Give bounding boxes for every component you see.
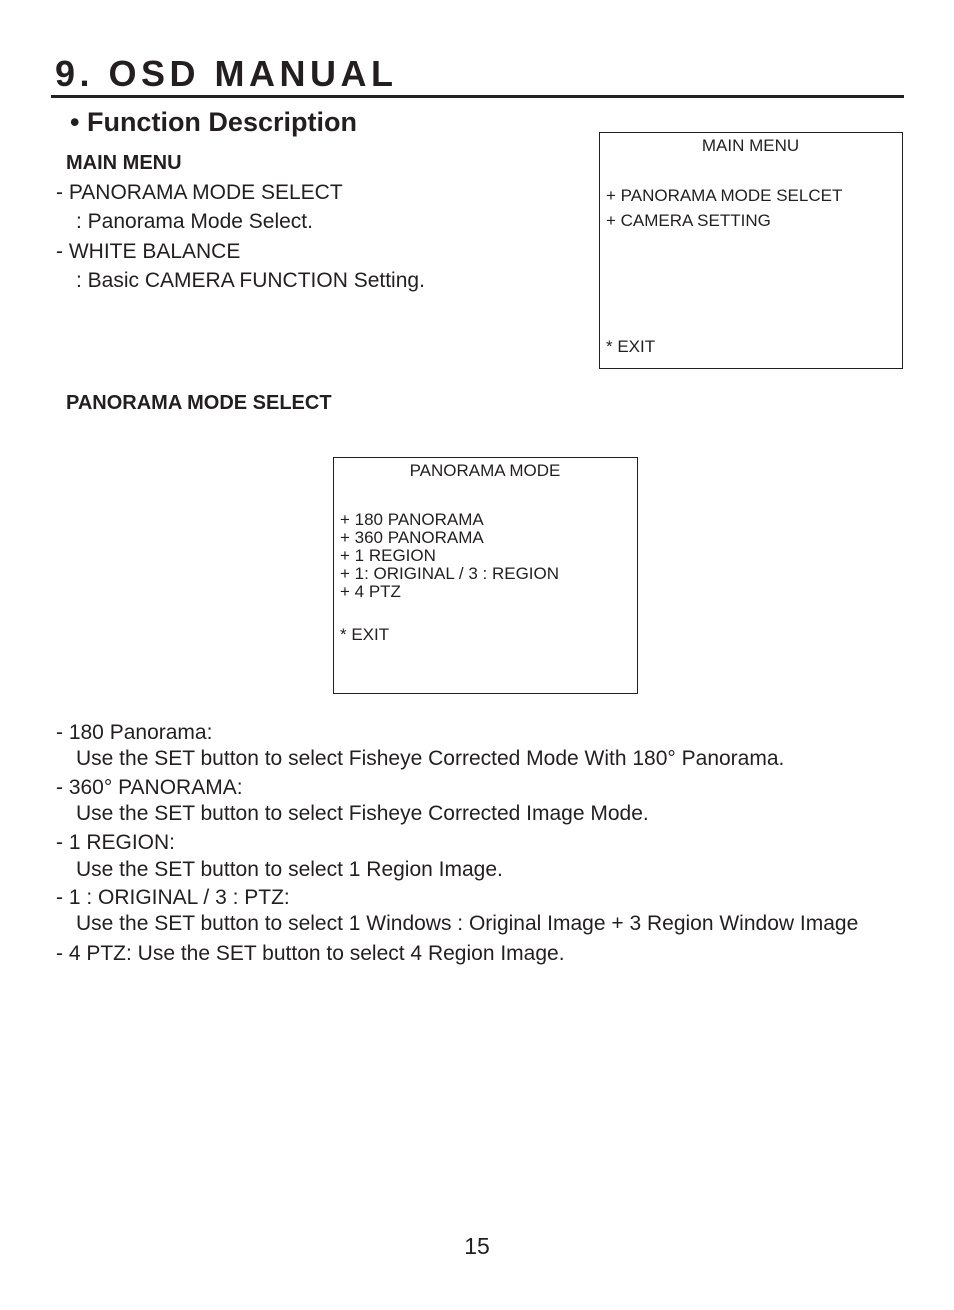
- main-menu-line: : Panorama Mode Select.: [76, 210, 313, 233]
- osd-menu-item: + 180 PANORAMA: [340, 510, 484, 529]
- description-line: Use the SET button to select Fisheye Corrected Mode With 180° Panorama.: [76, 747, 785, 770]
- osd-menu-item: + 4 PTZ: [340, 582, 401, 601]
- description-line: - 180 Panorama:: [56, 721, 213, 744]
- main-menu-line: - WHITE BALANCE: [56, 240, 241, 263]
- description-line: - 4 PTZ: Use the SET button to select 4 Region Image.: [56, 942, 565, 965]
- panorama-mode-osd-screen: [333, 457, 638, 694]
- osd-menu-item: + PANORAMA MODE SELCET: [606, 186, 843, 205]
- page-title: 9. OSD MANUAL: [55, 53, 398, 94]
- osd-exit-item: * EXIT: [606, 337, 656, 356]
- osd-menu-item: + 360 PANORAMA: [340, 528, 484, 547]
- main-menu-osd-screen: [599, 132, 903, 369]
- description-line: Use the SET button to select Fisheye Corrected Image Mode.: [76, 802, 649, 825]
- title-divider: [51, 95, 904, 98]
- page-number: 15: [464, 1233, 490, 1259]
- section-subtitle: • Function Description: [70, 107, 357, 137]
- osd-exit-item: * EXIT: [340, 625, 390, 644]
- main-menu-line: : Basic CAMERA FUNCTION Setting.: [76, 269, 425, 292]
- osd-menu-item: + 1 REGION: [340, 546, 436, 565]
- description-line: - 1 REGION:: [56, 831, 176, 854]
- osd-menu-item: + 1: ORIGINAL / 3 : REGION: [340, 564, 560, 583]
- description-line: Use the SET button to select 1 Windows : Original Image + 3 Region Window Image: [76, 912, 859, 935]
- main-menu-heading: MAIN MENU: [66, 152, 182, 174]
- main-menu-line: - PANORAMA MODE SELECT: [56, 181, 343, 204]
- osd-menu-title: PANORAMA MODE: [409, 461, 561, 480]
- description-line: - 1 : ORIGINAL / 3 : PTZ:: [56, 886, 290, 909]
- description-line: - 360° PANORAMA:: [56, 776, 243, 799]
- description-line: Use the SET button to select 1 Region Image.: [76, 858, 503, 881]
- osd-menu-title: MAIN MENU: [701, 136, 800, 155]
- osd-menu-item: + CAMERA SETTING: [606, 211, 771, 230]
- panorama-heading: PANORAMA MODE SELECT: [66, 392, 332, 414]
